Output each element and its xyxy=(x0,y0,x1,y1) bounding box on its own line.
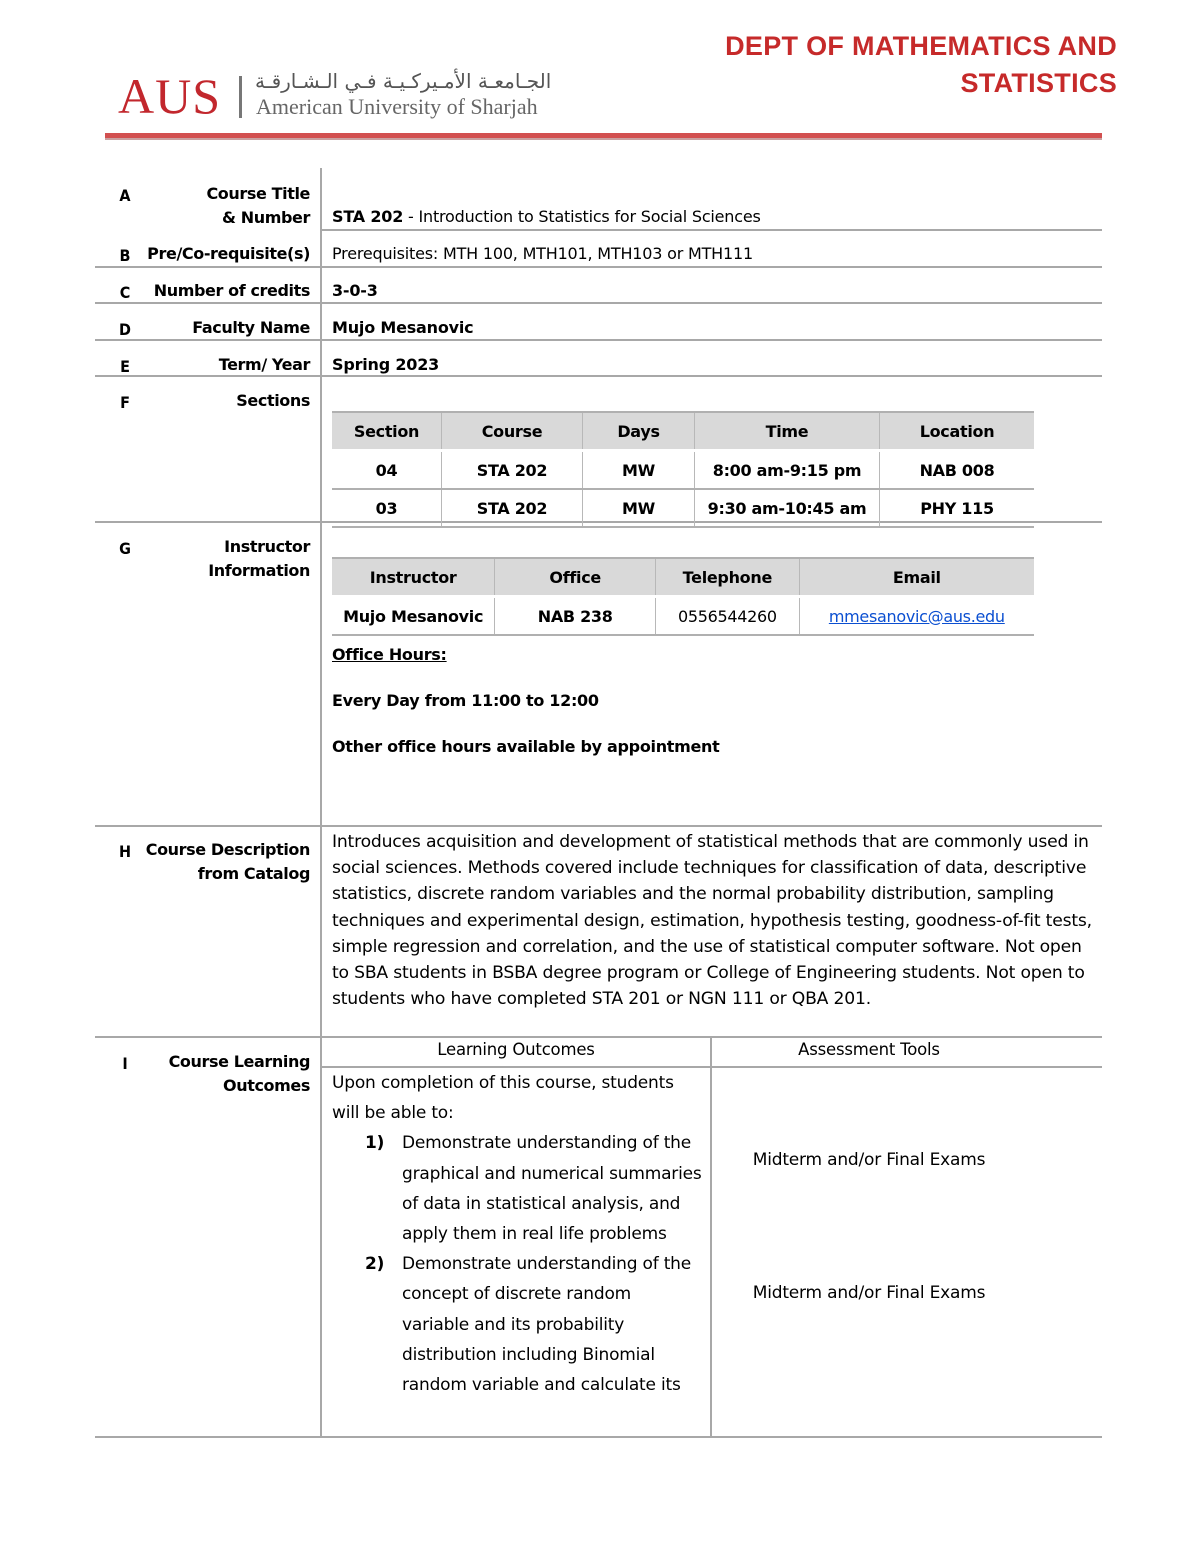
office-column-header: Office xyxy=(495,558,656,597)
learning-outcomes-list xyxy=(332,1068,702,1400)
course-cell: STA 202 xyxy=(442,489,583,527)
row-separator xyxy=(95,266,1102,268)
section-cell: 04 xyxy=(332,451,442,490)
table-row xyxy=(332,451,1034,490)
logo-abbreviation: AUS xyxy=(118,68,222,124)
department-heading xyxy=(617,28,1117,102)
outcome-text: Demonstrate understanding of the concept of discrete random variable and its probability distribution including Binomial random variable and calculate its xyxy=(402,1254,692,1396)
location-column-header: Location xyxy=(880,412,1035,451)
table-row xyxy=(332,489,1034,527)
course-description-label-line1: Course Description xyxy=(145,840,310,859)
row-letter-d: D xyxy=(119,320,131,339)
row-letter-h: H xyxy=(118,842,132,861)
instructor-label-line1: Instructor xyxy=(224,537,310,556)
row-letter-b: B xyxy=(119,246,131,265)
credits-label: Number of credits xyxy=(153,281,310,300)
assessment-tool-2: Midterm and/or Final Exams xyxy=(752,1283,986,1303)
sections-label: Sections xyxy=(236,391,310,410)
office-hours-schedule: Every Day from 11:00 to 12:00 xyxy=(332,691,599,710)
learning-outcomes-label-line1: Course Learning xyxy=(168,1052,310,1071)
logo-arabic-name: الجـامعـة الأمـيركـيـة فـي الـشـارقـة xyxy=(255,69,552,93)
row-letter-f: F xyxy=(120,393,130,412)
instructor-table-header xyxy=(332,558,1034,597)
instructor-label-line2: Information xyxy=(208,561,310,580)
course-code: STA 202 xyxy=(332,207,404,226)
row-letter-g: G xyxy=(119,539,131,558)
learning-outcomes-intro: Upon completion of this course, students will be able to: xyxy=(332,1073,674,1124)
term-year-value: Spring 2023 xyxy=(332,355,440,374)
outcomes-column-divider xyxy=(710,1036,712,1436)
row-letter-e: E xyxy=(120,357,130,376)
days-cell: MW xyxy=(583,489,695,527)
outcome-number: 2) xyxy=(365,1254,385,1275)
course-name: - Introduction to Statistics for Social Sciences xyxy=(403,207,761,226)
telephone-column-header: Telephone xyxy=(656,558,800,597)
course-learning-outcomes-label xyxy=(120,1050,310,1098)
logo-divider xyxy=(239,76,242,118)
telephone-cell: 0556544260 xyxy=(656,597,800,636)
location-cell: NAB 008 xyxy=(880,451,1035,490)
prerequisites-value: Prerequisites: MTH 100, MTH101, MTH103 or MTH111 xyxy=(332,244,753,263)
faculty-name-label: Faculty Name xyxy=(192,318,310,337)
office-cell: NAB 238 xyxy=(495,597,656,636)
days-cell: MW xyxy=(583,451,695,490)
course-title-label-line2: & Number xyxy=(222,208,310,227)
header-rule-shadow xyxy=(105,138,1102,140)
course-column-header: Course xyxy=(442,412,583,451)
instructor-information-label xyxy=(120,535,310,583)
term-year-label: Term/ Year xyxy=(218,355,310,374)
instructor-column-header: Instructor xyxy=(332,558,495,597)
section-column-header: Section xyxy=(332,412,442,451)
course-cell: STA 202 xyxy=(442,451,583,490)
course-description-label-line2: from Catalog xyxy=(197,864,310,883)
outcome-number: 1) xyxy=(365,1133,385,1154)
course-description-text: Introduces acquisition and development of statistical methods that are commonly used in social sciences. Methods covered include techniques for classification of data, descriptive statistics, discrete random variables and the normal probability distribution, sampling techniques and experimental design, estimation, hypothesis testing, goodness-of-fit tests, simple regression and correlation, and the use of statistical computer software. Not open to SBA students in BSBA degree program or College of Engineering students. Not open to students who have completed STA 201 or NGN 111 or QBA 201. xyxy=(332,832,1092,1010)
outcome-text: Demonstrate understanding of the graphical and numerical summaries of data in statistical analysis, and apply them in real life problems xyxy=(402,1133,702,1245)
table-bottom-border xyxy=(95,1436,1102,1438)
office-hours-appointment: Other office hours available by appointment xyxy=(332,737,720,756)
row-letter-c: C xyxy=(119,283,131,302)
table-row xyxy=(332,597,1034,636)
course-title-label xyxy=(120,182,310,230)
assessment-tools-column-header: Assessment Tools xyxy=(798,1040,940,1059)
row-separator xyxy=(95,1036,1102,1038)
sections-table xyxy=(332,411,1034,528)
email-column-header: Email xyxy=(799,558,1034,597)
prerequisites-label: Pre/Co-requisite(s) xyxy=(147,244,310,263)
logo-english-name: American University of Sharjah xyxy=(256,94,538,119)
days-column-header: Days xyxy=(583,412,695,451)
time-cell: 9:30 am-10:45 am xyxy=(695,489,880,527)
department-line-1: DEPT OF MATHEMATICS AND xyxy=(725,31,1117,61)
department-line-2: STATISTICS xyxy=(960,68,1117,98)
list-item xyxy=(332,1249,702,1400)
column-divider xyxy=(320,168,322,1438)
instructor-table xyxy=(332,557,1034,636)
row-separator xyxy=(95,825,1102,827)
learning-outcomes-label-line2: Outcomes xyxy=(223,1076,310,1095)
email-cell xyxy=(799,597,1034,636)
instructor-name-cell: Mujo Mesanovic xyxy=(332,597,495,636)
time-column-header: Time xyxy=(695,412,880,451)
row-separator xyxy=(322,229,1102,231)
office-hours-title: Office Hours: xyxy=(332,645,447,664)
list-item xyxy=(332,1128,702,1249)
learning-outcomes-column-header: Learning Outcomes xyxy=(437,1040,595,1059)
time-cell: 8:00 am-9:15 pm xyxy=(695,451,880,490)
row-letter-a: A xyxy=(119,186,131,205)
course-description-label xyxy=(120,838,310,886)
faculty-name-value: Mujo Mesanovic xyxy=(332,318,474,337)
email-link[interactable]: mmesanovic@aus.edu xyxy=(828,606,1005,626)
credits-value: 3-0-3 xyxy=(332,281,378,300)
row-letter-i: I xyxy=(122,1054,128,1073)
course-title-label-line1: Course Title xyxy=(206,184,310,203)
sections-table-header xyxy=(332,412,1034,451)
course-title-value xyxy=(332,205,761,229)
assessment-tool-1: Midterm and/or Final Exams xyxy=(752,1150,986,1170)
section-cell: 03 xyxy=(332,489,442,527)
location-cell: PHY 115 xyxy=(880,489,1035,527)
